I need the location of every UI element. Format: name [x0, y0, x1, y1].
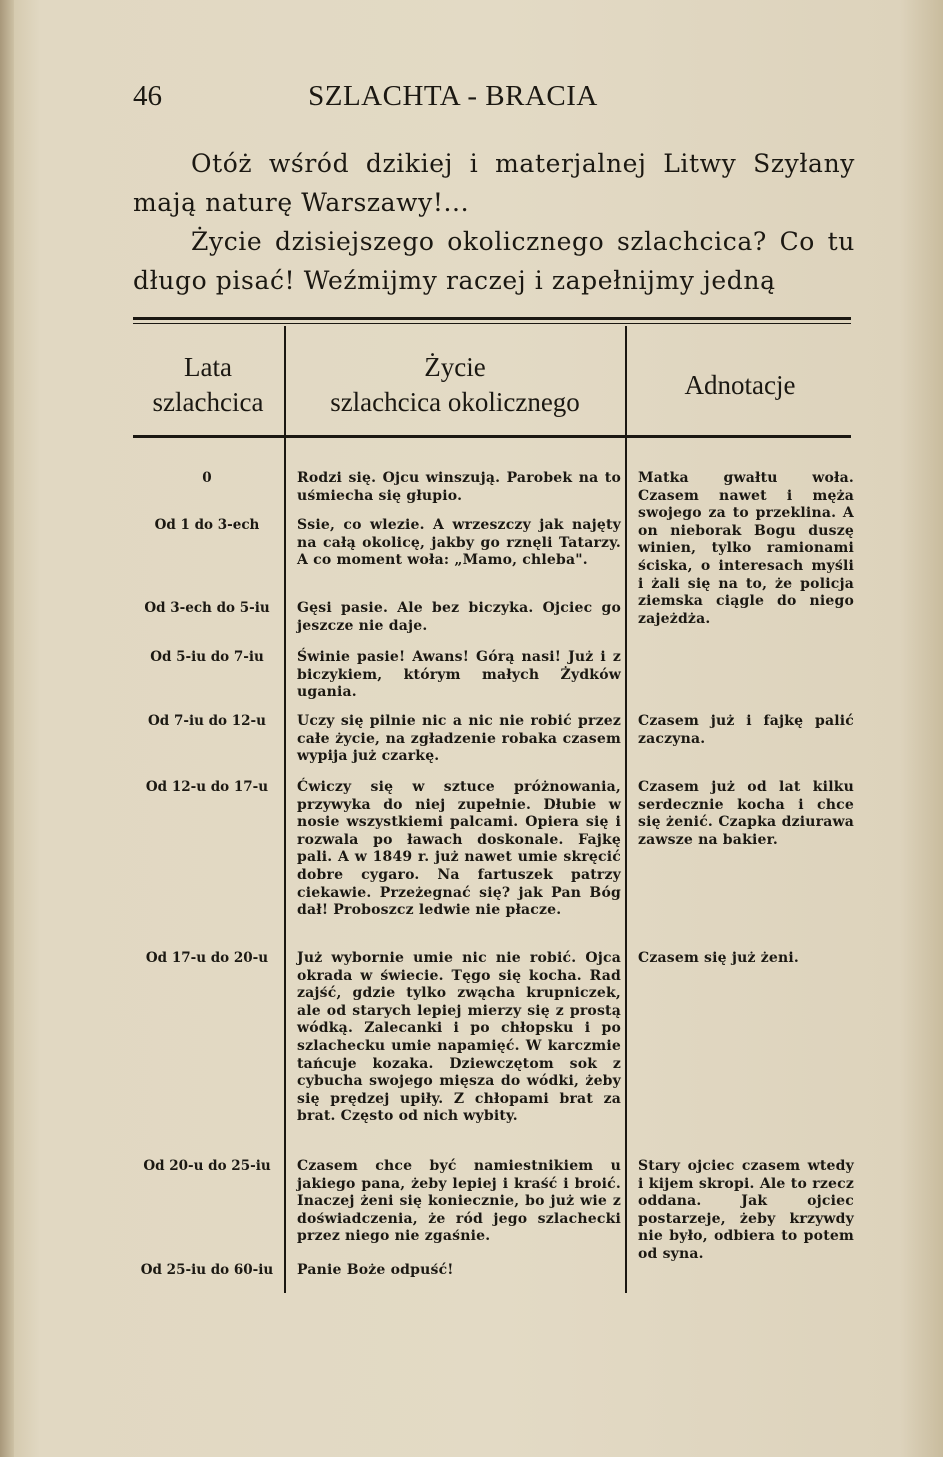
table-cell-age: Od 17-u do 20-u: [145, 950, 269, 966]
table-cell-life: Świnie pasie! Awans! Górą nasi! Już i z biczykiem, którym małych Żydków ugania.: [297, 649, 621, 701]
table-cell-age: Od 3-ech do 5-iu: [144, 600, 270, 616]
table-top-rule-thin: [133, 323, 851, 324]
table-top-rule: [133, 317, 851, 320]
running-head: SZLACHTA - BRACIA: [308, 80, 598, 112]
intro-paragraph: Życie dzisiejszego okolicznego szlachcica? Co tu długo pisać! Weźmijmy raczej i zapełnijmy jedną: [133, 227, 855, 295]
column-header-text: Adnotacje: [684, 370, 796, 400]
table-cell-age: Od 1 do 3-ech: [154, 517, 260, 533]
table-cell-age: Od 25-iu do 60-iu: [140, 1262, 274, 1278]
table-cell-age: Od 20-u do 25-iu: [143, 1158, 271, 1174]
intro-text: [133, 144, 855, 300]
table-cell-life: Rodzi się. Ojcu winszują. Parobek na to uśmiecha się głupio.: [297, 470, 621, 504]
table-cell-life: Czasem chce być namiestnikiem u jakiego pana, żeby lepiej i kraść i broić. Inaczej żeni się koniecznie, bo już wie z doświadczenia, że ród jego szlachecki przez niego nie zgaśnie.: [297, 1158, 621, 1245]
table-cell-note: Czasem już i fajkę palić zaczyna.: [638, 713, 854, 747]
intro-paragraph: Otóż wśród dzikiej i materjalnej Litwy Szyłany mają naturę Warszawy!...: [133, 149, 855, 217]
table-cell-life: Ssie, co wlezie. A wrzeszczy jak najęty na całą okolicę, jakby go rznęli Tatarzy. A co moment woła: „Mamo, chleba".: [297, 517, 621, 569]
table-cell-note: Stary ojciec czasem wtedy i kijem skropi. Ale to rzecz oddana. Jak ojciec postarzeje, żeby krzywdy nie było, odbiera to potem od syna.: [638, 1158, 854, 1262]
page-spine-shadow: [0, 0, 14, 1457]
table-cell-age: Od 5-iu do 7-iu: [150, 649, 264, 665]
column-header-notes: [627, 368, 853, 403]
column-header-text: Lata: [184, 352, 232, 382]
column-divider: [625, 326, 627, 1293]
table-cell-age: Od 7-iu do 12-u: [148, 713, 266, 729]
table-cell-note: Matka gwałtu woła. Czasem nawet i męża swojego za to przeklina. A on nieborak Bogu duszę winien, tylko ramionami ściska, o interesach myśli i żali się na to, że policja ziemska ciągle do niego zajeżdża.: [638, 470, 854, 627]
table-cell-age: 0: [202, 470, 212, 486]
table-cell-life: Gęsi pasie. Ale bez biczyka. Ojciec go jeszcze nie daje.: [297, 600, 621, 634]
column-header-life: [286, 350, 624, 420]
column-header-text: Życie: [424, 352, 486, 382]
table-cell-note: Czasem się już żeni.: [638, 950, 799, 966]
column-header-text: szlachcica: [152, 387, 264, 417]
column-header-age: [133, 350, 283, 420]
page-number: 46: [133, 80, 162, 112]
table-cell-life: Panie Boże odpuść!: [297, 1262, 454, 1278]
column-divider: [284, 326, 286, 1293]
table-cell-life: Ćwiczy się w sztuce próżnowania, przywyka do niej zupełnie. Dłubie w nosie wszystkiemi palcami. Opiera się i rozwala po ławach doskonale. Fajkę pali. A w 1849 r. już nawet umie skręcić dobre cygaro. Na fartuszek patrzy ciekawie. Przeżegnać się? jak Pan Bóg dał! Proboszcz ledwie nie płacze.: [297, 779, 621, 919]
column-header-text: szlachcica okolicznego: [330, 387, 580, 417]
page-header: [133, 80, 853, 120]
table-header-rule: [133, 435, 851, 438]
table-cell-note: Czasem już od lat kilku serdecznie kocha i chce się żenić. Czapka dziurawa zawsze na bakier.: [638, 779, 854, 848]
table-cell-age: Od 12-u do 17-u: [145, 779, 269, 795]
table-cell-life: Już wybornie umie nic nie robić. Ojca okrada w świecie. Tęgo się kocha. Rad zajść, gdzie tylko zwącha krupniczek, ale od starych lepiej mierzy się z prostą wódką. Zalecanki i po chłopsku i po szlachecku umie napamięć. W karczmie tańcuje kozaka. Dziewczętom sok z cybucha swojego mięsza do wódki, żeby się prędzej upiły. Z chłopami brat za brat. Często od nich wybity.: [297, 950, 621, 1125]
table-cell-life: Uczy się pilnie nic a nic nie robić przez całe życie, na zgładzenie robaka czasem wypija już czarkę.: [297, 713, 621, 765]
